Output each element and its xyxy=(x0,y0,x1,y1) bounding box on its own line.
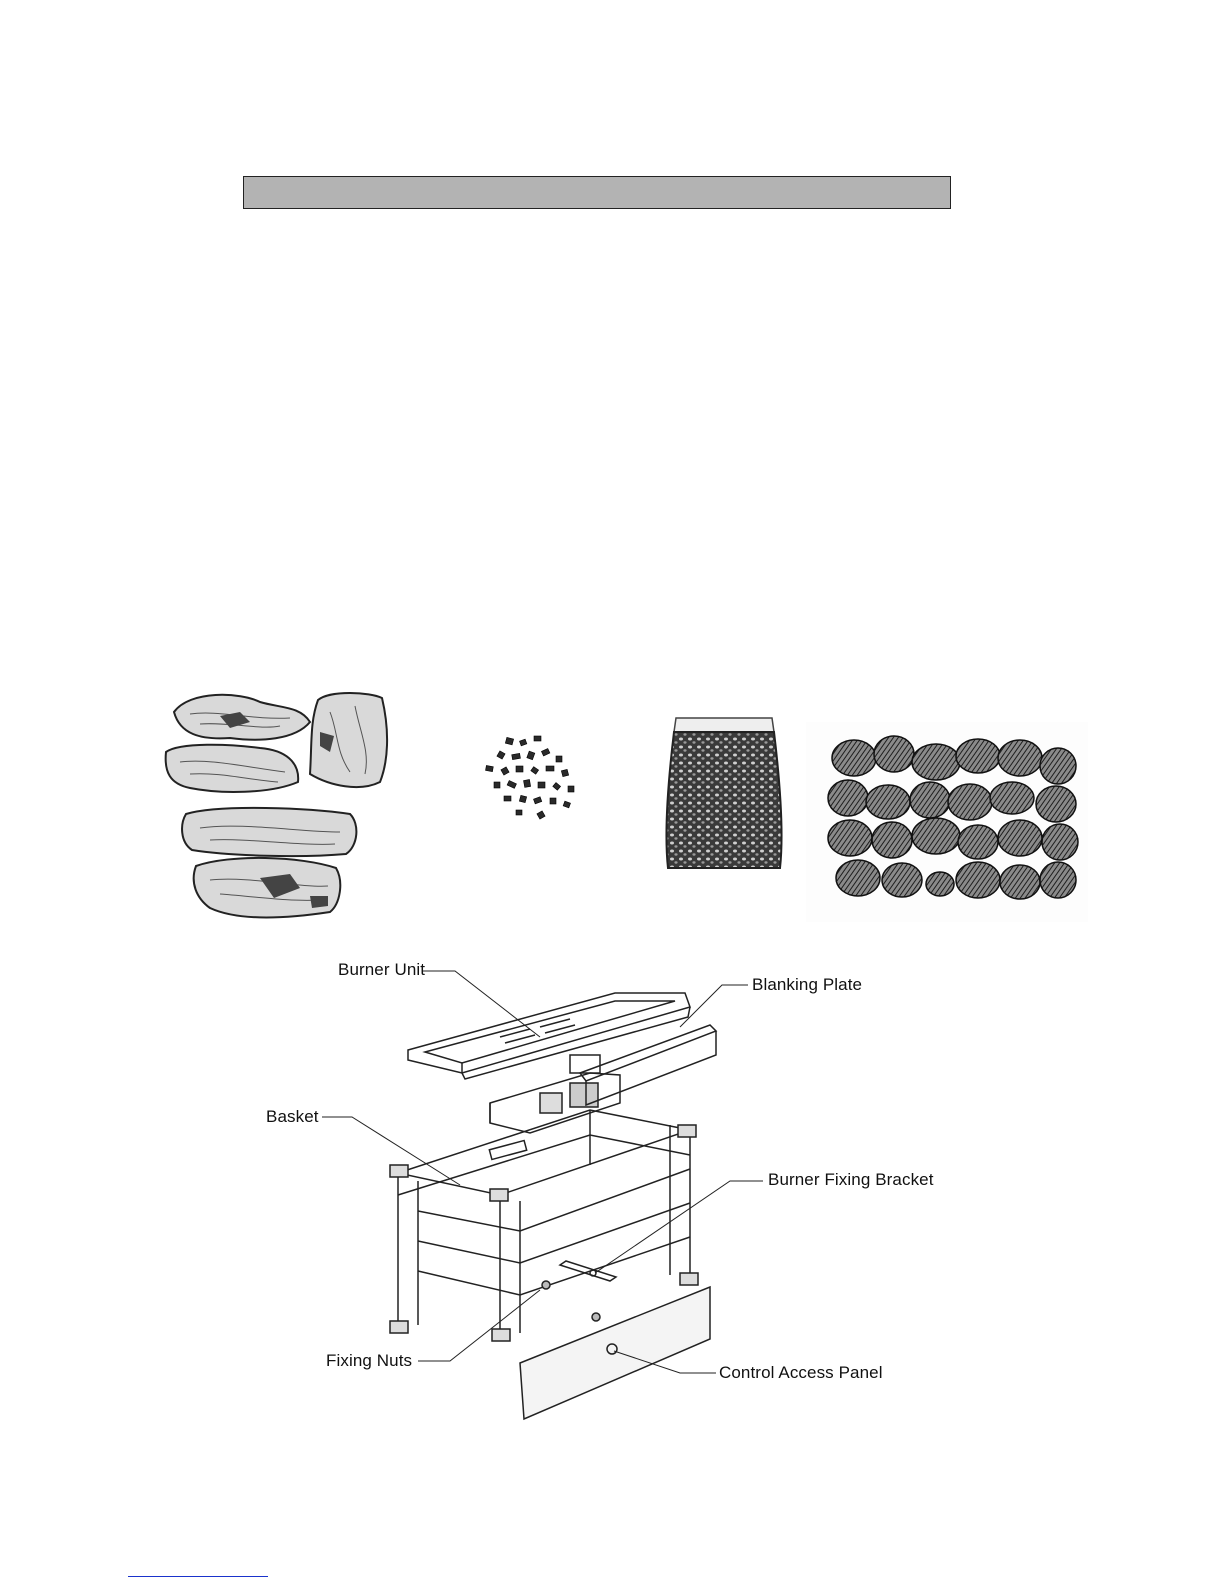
label-control-access-panel: Control Access Panel xyxy=(719,1363,883,1382)
fixing-nut-left xyxy=(542,1281,550,1289)
fixing-nut-right xyxy=(592,1313,600,1321)
log-set-icon xyxy=(160,682,400,922)
label-fixing-nuts: Fixing Nuts xyxy=(326,1351,413,1370)
label-burner-unit: Burner Unit xyxy=(338,960,426,979)
label-blanking-plate: Blanking Plate xyxy=(752,975,863,994)
embers-illustration xyxy=(476,730,581,825)
footer-link-underline[interactable] xyxy=(128,1576,268,1577)
embers-icon xyxy=(476,730,581,825)
ember-bag-illustration xyxy=(660,712,790,874)
coal-set-icon xyxy=(806,722,1088,922)
section-heading-bar xyxy=(243,176,951,209)
log-set-illustration xyxy=(160,682,400,922)
label-basket: Basket xyxy=(266,1107,319,1126)
basket-frame xyxy=(398,1110,690,1195)
burner-tray xyxy=(408,993,690,1073)
label-burner-fixing-bracket: Burner Fixing Bracket xyxy=(768,1170,934,1189)
coal-set-illustration xyxy=(806,722,1088,922)
ember-bag-icon xyxy=(660,712,790,874)
